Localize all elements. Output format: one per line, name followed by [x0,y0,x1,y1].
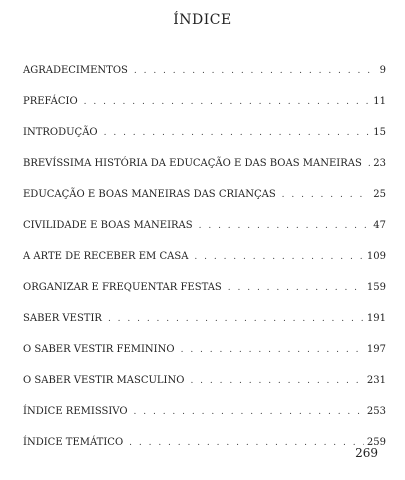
toc-entry-title: ORGANIZAR E FREQUENTAR FESTAS [23,282,222,293]
toc-entry-title: BREVÍSSIMA HISTÓRIA DA EDUCAÇÃO E DAS BOAS MANEIRAS [23,158,362,169]
toc-entry-page: 15 [373,127,386,138]
toc-entry-page: 197 [366,344,386,355]
toc-entry-page: 253 [366,406,386,417]
toc-entry-title: PREFÁCIO [23,96,78,107]
toc-entry-title: O SABER VESTIR MASCULINO [23,375,185,386]
toc-entry-brevissima-historia [23,157,386,188]
toc-entry-page: 159 [366,282,386,293]
toc-entry-title: CIVILIDADE E BOAS MANEIRAS [23,220,193,231]
toc-entry-title: INTRODUÇÃO [23,127,98,138]
dot-leader [134,405,364,419]
toc-entry-indice-remissivo [23,405,386,436]
toc-entry-saber-vestir-feminino [23,343,386,374]
dot-leader [199,219,371,233]
toc-entry-title: SABER VESTIR [23,313,102,324]
toc-entry-title: O SABER VESTIR FEMININO [23,344,175,355]
dot-leader [190,374,363,388]
toc-entry-saber-vestir [23,312,386,343]
toc-entry-prefacio [23,95,386,126]
toc-entry-arte-de-receber [23,250,386,281]
page-title: ÍNDICE [173,12,232,28]
dot-leader [129,436,364,450]
dot-leader [108,312,364,326]
toc-entry-page: 23 [373,158,386,169]
toc-entry-page: 259 [366,437,386,448]
toc-entry-page: 11 [373,96,386,107]
toc-entry-page: 9 [379,65,386,76]
toc-entry-indice-tematico [23,436,386,467]
toc-entry-title: AGRADECIMENTOS [23,65,128,76]
dot-leader [181,343,364,357]
dot-leader [84,95,371,109]
toc-entry-page: 191 [366,313,386,324]
toc-entry-saber-vestir-masculino [23,374,386,405]
toc-entry-organizar-festas [23,281,386,312]
dot-leader [228,281,364,295]
toc-entry-title: EDUCAÇÃO E BOAS MANEIRAS DAS CRIANÇAS [23,189,276,200]
toc-entry-educacao-criancas [23,188,386,219]
dot-leader [282,188,371,202]
dot-leader [134,64,377,78]
dot-leader [104,126,371,140]
page-number: 269 [355,446,378,460]
toc-entry-page: 47 [373,220,386,231]
toc-entry-civilidade [23,219,386,250]
toc-entry-agradecimentos [23,64,386,95]
dot-leader [194,250,363,264]
table-of-contents [23,64,386,467]
toc-entry-page: 25 [373,189,386,200]
toc-entry-title: ÍNDICE REMISSIVO [23,406,128,417]
toc-entry-introducao [23,126,386,157]
dot-leader [368,157,370,171]
toc-entry-title: A ARTE DE RECEBER EM CASA [23,251,189,262]
toc-entry-title: ÍNDICE TEMÁTICO [23,437,124,448]
toc-entry-page: 231 [366,375,386,386]
toc-entry-page: 109 [366,251,386,262]
